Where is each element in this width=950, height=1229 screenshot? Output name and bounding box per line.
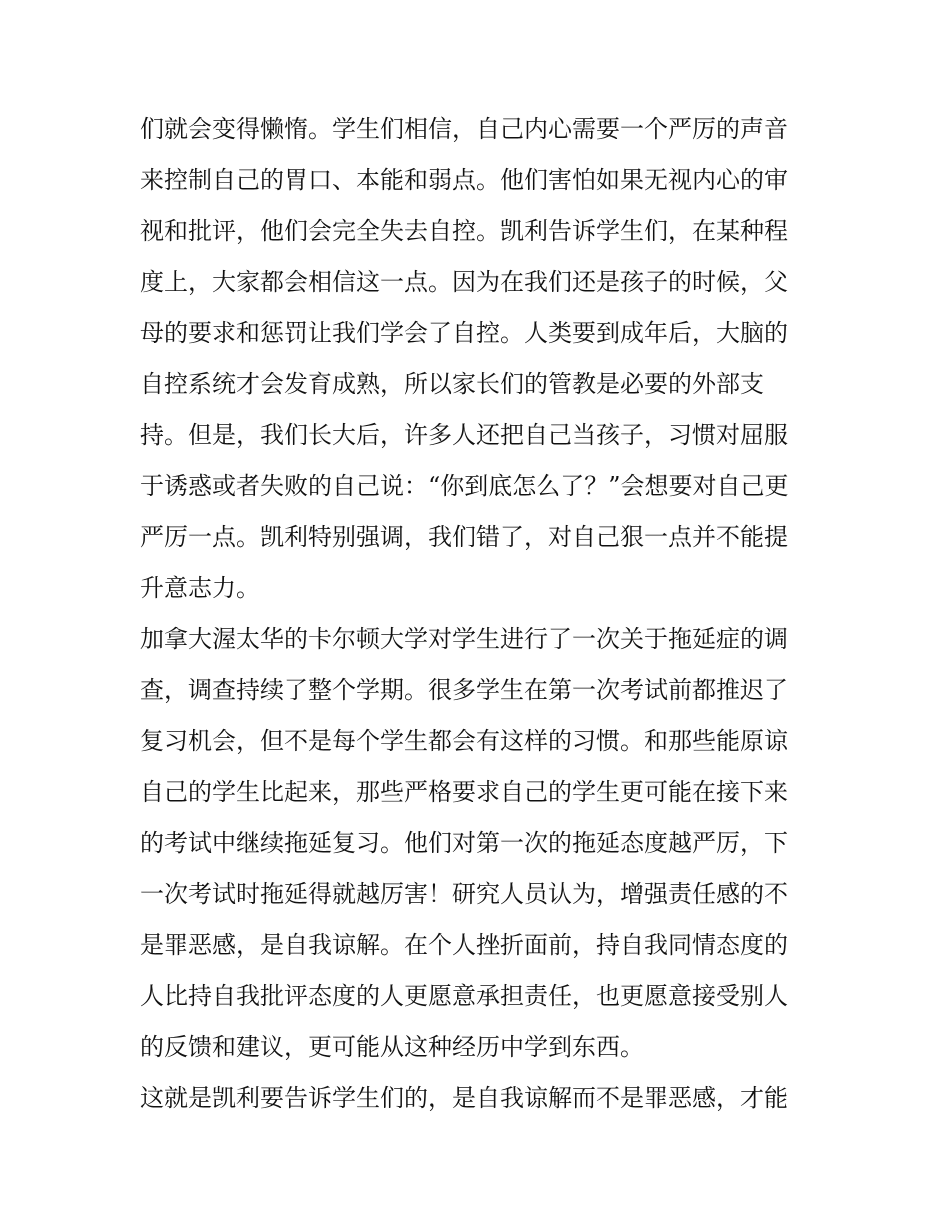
text-line: 复习机会，但不是每个学生都会有这样的习惯。和那些能原谅 [140,727,788,755]
text-line: 人比持自我批评态度的人更愿意承担责任，也更愿意接受别人 [140,982,788,1010]
text-line: 加拿大渥太华的卡尔顿大学对学生进行了一次关于拖延症的调 [140,625,788,653]
text-line: 是罪恶感，是自我谅解。在个人挫折面前，持自我同情态度的 [140,931,788,959]
text-line: 于诱惑或者失败的自己说：“你到底怎么了？”会想要对自己更 [140,472,789,500]
text-line: 自控系统才会发育成熟，所以家长们的管教是必要的外部支 [140,370,764,398]
text-line: 这就是凯利要告诉学生们的，是自我谅解而不是罪恶感，才能 [140,1084,788,1112]
body-text [140,104,820,1124]
text-line: 们就会变得懒惰。学生们相信，自己内心需要一个严厉的声音 [140,115,788,143]
text-line: 查，调查持续了整个学期。很多学生在第一次考试前都推迟了 [140,676,788,704]
text-line: 视和批评，他们会完全失去自控。凯利告诉学生们，在某种程 [140,217,788,245]
text-line: 自己的学生比起来，那些严格要求自己的学生更可能在接下来 [140,778,788,806]
text-line: 持。但是，我们长大后，许多人还把自己当孩子，习惯对屈服 [140,421,788,449]
text-line: 的考试中继续拖延复习。他们对第一次的拖延态度越严厉，下 [140,829,788,857]
text-line: 一次考试时拖延得就越厉害！研究人员认为，增强责任感的不 [140,880,788,908]
text-line: 来控制自己的胃口、本能和弱点。他们害怕如果无视内心的审 [140,166,788,194]
text-line: 的反馈和建议，更可能从这种经历中学到东西。 [140,1033,644,1061]
text-line: 母的要求和惩罚让我们学会了自控。人类要到成年后，大脑的 [140,319,788,347]
text-line: 严厉一点。凯利特别强调，我们错了，对自己狠一点并不能提 [140,523,788,551]
text-line: 度上，大家都会相信这一点。因为在我们还是孩子的时候，父 [140,268,788,296]
text-line: 升意志力。 [140,574,260,602]
